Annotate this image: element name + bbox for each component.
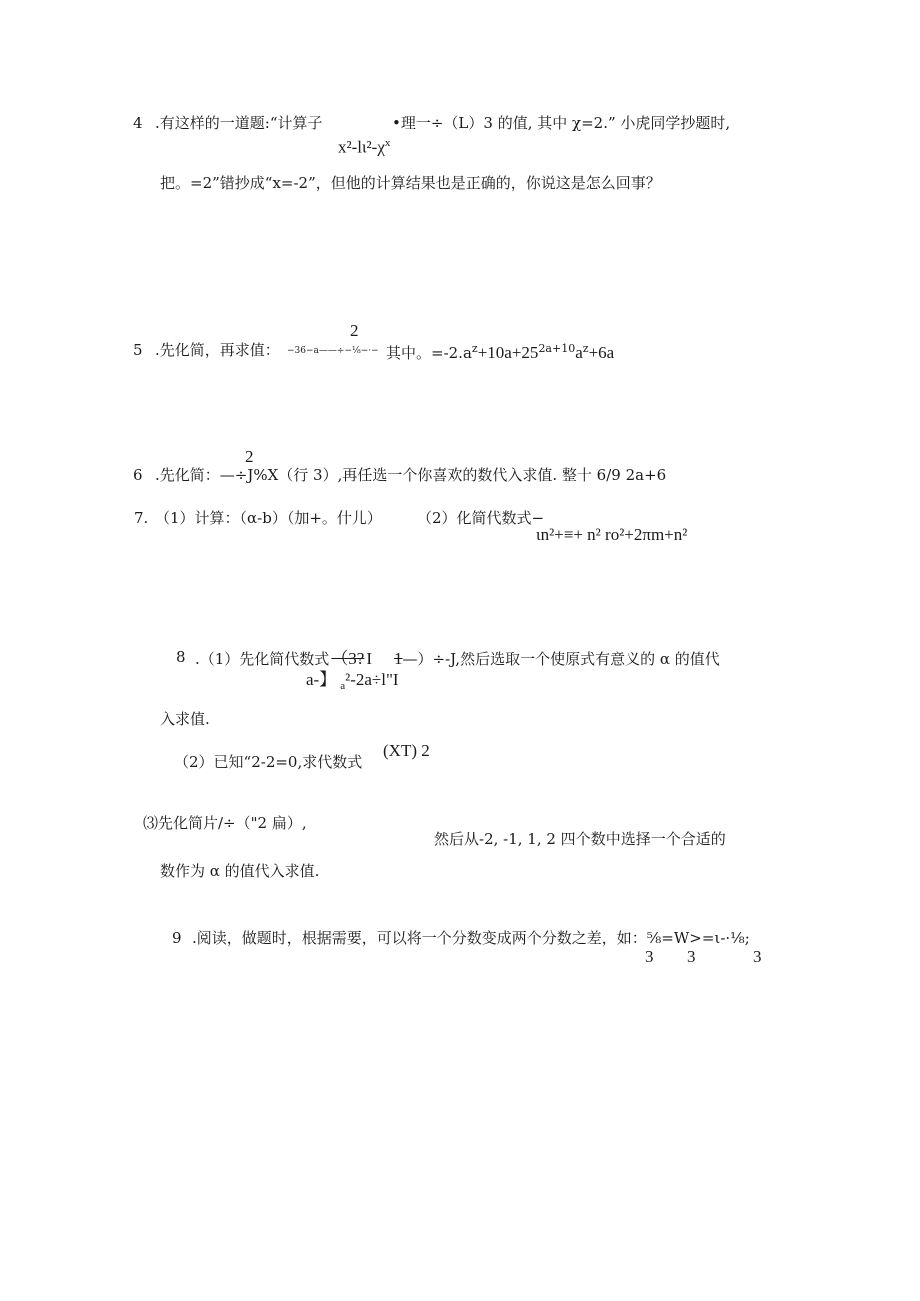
q5-expr: +10a+25 <box>477 343 539 362</box>
q5-label: .先化简，再求值： <box>155 341 280 359</box>
q7-number: 7. <box>134 509 149 527</box>
q5-expr3: +6a <box>588 343 615 362</box>
q4-formula <box>338 138 390 156</box>
q8-formula-a: a-】 <box>306 670 337 689</box>
q8-line3: 数作为 α 的值代入求值. <box>160 862 320 880</box>
q8-part3: ⑶先化简片/÷（"2 扁）, <box>143 814 307 832</box>
q8-xt: (XT) 2 <box>383 741 430 760</box>
q4-text-line2: 把。=2”错抄成“x=-2”，但他的计算结果也是正确的，你说这是怎么回事？ <box>160 174 661 192</box>
q8-part1-tail: —）÷-J,然后选取一个使原式有意义的 α 的值代 <box>402 650 720 668</box>
q8-part1-text: .（1）先化简代数式 <box>195 650 330 668</box>
q4-formula-sup: x <box>384 137 391 149</box>
q9-denominator-1: 3 <box>645 947 654 966</box>
q8-strike-2: 1 <box>394 649 403 668</box>
q6-exponent: 2 <box>245 447 254 466</box>
q6-number: 6 <box>133 466 143 484</box>
q4-text-a: .有这样的一道题:“计算子 <box>155 114 323 132</box>
q8-part1 <box>195 650 720 667</box>
q7-part1: （1）计算：（α-b）（加+。什儿） <box>155 509 382 527</box>
q8-formula-b: ²-2a÷l"I <box>345 670 399 689</box>
q8-part1-bar: I <box>366 649 373 668</box>
q5-number: 5 <box>133 341 143 359</box>
q8-formula-sub: a <box>340 680 346 693</box>
q4-formula-base: x²-lι²-χ <box>338 137 385 157</box>
q9-text: .阅读，做题时，根据需要，可以将一个分数变成两个分数之差，如：⅝=W>=ι-·⅛; <box>192 929 750 947</box>
q9-denominator-2: 3 <box>687 947 696 966</box>
q8-line2: 入求值. <box>160 710 210 728</box>
q5-expr2: a <box>575 343 583 362</box>
q8-strike-1: （3? <box>331 649 365 668</box>
q5-expression <box>386 343 614 361</box>
q5-sup-z2: z <box>582 342 589 355</box>
q4-number: 4 <box>133 114 143 132</box>
q9-number: 9 <box>172 929 182 947</box>
q5-sup-z: z <box>471 342 478 355</box>
q8-part3-tail: 然后从-2, -1, 1, 2 四个数中选择一个合适的 <box>434 830 726 848</box>
q6-text: .先化简：—÷J%X（行 3）,再任选一个你喜欢的数代入求值. 整十 6/9 2a+6 <box>155 466 667 484</box>
q5-sup-expr: 2a+10 <box>538 342 576 355</box>
q5-small-formula: −36−a——÷−⅛−·− <box>287 346 379 356</box>
q8-formula <box>306 671 399 692</box>
q7-formula: ιn²+≡+ n² ro²+2πm+n² <box>536 525 688 544</box>
q5-tail: 其中。=-2.a <box>386 344 472 362</box>
q9-denominator-3: 3 <box>753 947 762 966</box>
q7-part2: （2）化简代数式− <box>417 509 545 527</box>
q4-text-b: •理一÷（L）3 的值, 其中 χ=2.” 小虎同学抄题时, <box>392 114 731 132</box>
q8-number: 8 <box>176 648 186 666</box>
q8-part2: （2）已知“2-2=0,求代数式 <box>174 753 363 771</box>
q5-exponent: 2 <box>350 321 359 340</box>
